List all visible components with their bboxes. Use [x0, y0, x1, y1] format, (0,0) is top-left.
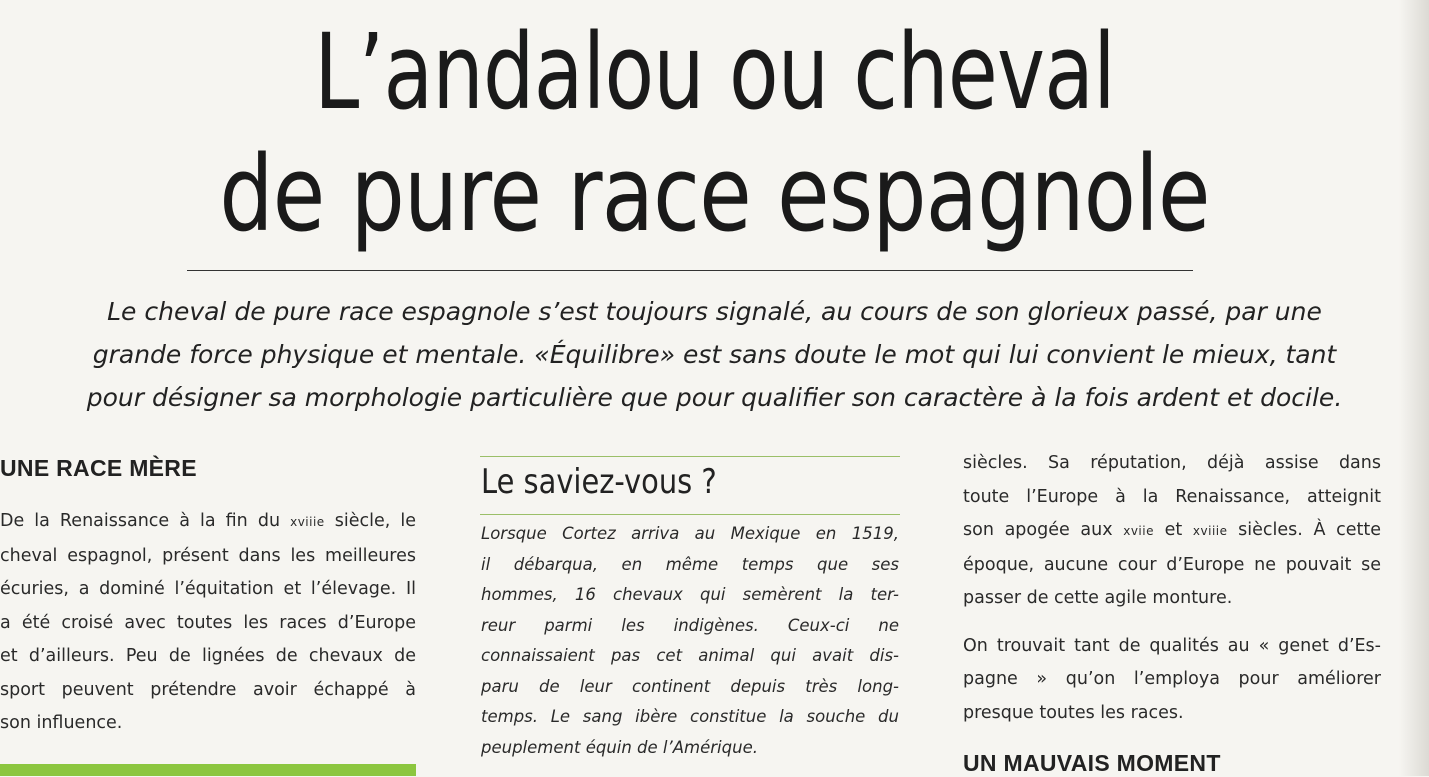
- sidebar-line: il débarqua, en même temps que ses: [481, 554, 899, 574]
- text-line: époque, aucune cour d’Europe ne pouvait se: [963, 554, 1381, 575]
- section-heading-race-mere: UNE RACE MÈRE: [0, 455, 197, 481]
- right-paragraph-2: [963, 630, 1381, 731]
- section-heading-mauvais-moment: UN MAUVAIS MOMENT: [963, 750, 1221, 776]
- right-paragraph-1: [963, 447, 1381, 616]
- green-accent-bar: [0, 764, 416, 776]
- article-title-line-1: L’andalou ou cheval: [314, 11, 1115, 133]
- sidebar-line: reur parmi les indigènes. Ceux-ci ne: [481, 615, 899, 635]
- text-line: passer de cette agile monture.: [963, 588, 1233, 608]
- lead-line: grande force physique et mentale. «Équilibre» est sans doute le mot qui lui convient le mieux, tant: [92, 340, 1337, 369]
- sidebar-title-rule: [480, 514, 900, 515]
- sidebar-line: temps. Le sang ibère constitue la souche du: [481, 707, 899, 726]
- text-line: a été croisé avec toutes les races d’Europe: [0, 612, 416, 633]
- text-line: son apogée aux xviie et xviiie siècles. À cette: [963, 520, 1381, 540]
- sidebar-line: paru de leur continent depuis très long-: [481, 676, 899, 696]
- right-column-text: [963, 447, 1381, 730]
- lead-paragraph: [0, 290, 1429, 419]
- lead-line: pour désigner sa morphologie particulière que pour qualifier son caractère à la fois ardent et docile.: [86, 383, 1343, 412]
- left-column-text: [0, 505, 416, 741]
- sidebar-line: Lorsque Cortez arriva au Mexique en 1519,: [481, 524, 899, 543]
- text-line: siècles. Sa réputation, déjà assise dans: [963, 453, 1381, 473]
- text-line: toute l’Europe à la Renaissance, atteignit: [963, 486, 1381, 507]
- text-line: On trouvait tant de qualités au « genet d’Es-: [963, 635, 1381, 656]
- sidebar-text: [481, 519, 899, 763]
- text-line: sport peuvent prétendre avoir échappé à: [0, 679, 416, 700]
- lead-line: Le cheval de pure race espagnole s’est toujours signalé, au cours de son glorieux passé, par une: [107, 297, 1322, 326]
- text-line: presque toutes les races.: [963, 702, 1184, 723]
- article-title-line-2: de pure race espagnole: [219, 133, 1210, 255]
- text-line: pagne » qu’on l’employa pour améliorer: [963, 669, 1381, 689]
- text-line: et d’ailleurs. Peu de lignées de chevaux de: [0, 646, 416, 666]
- text-line: cheval espagnol, présent dans les meilleures: [0, 545, 416, 566]
- sidebar-line: hommes, 16 chevaux qui semèrent la ter-: [481, 585, 899, 604]
- sidebar-title: Le saviez-vous ?: [481, 462, 717, 502]
- text-line: écuries, a dominé l’équitation et l’élevage. Il: [0, 579, 416, 599]
- sidebar-line: peuplement équin de l’Amérique.: [481, 737, 758, 757]
- title-underline: [187, 270, 1193, 271]
- sidebar-line: connaissaient pas cet animal qui avait dis-: [481, 646, 899, 665]
- text-line: son influence.: [0, 713, 123, 733]
- sidebar-top-rule: [480, 456, 900, 457]
- text-line: De la Renaissance à la fin du xviiie siècle, le: [0, 511, 416, 531]
